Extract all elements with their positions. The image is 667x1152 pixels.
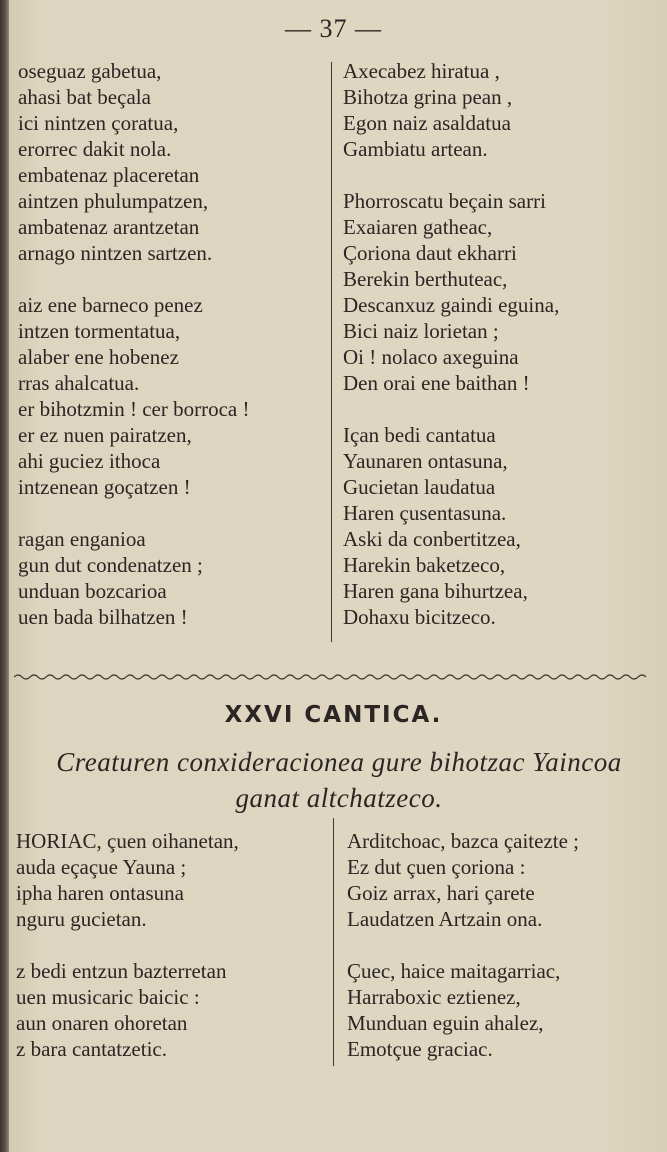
verse-line: ici nintzen çoratua, (18, 111, 179, 135)
verse-line: Çoriona daut ekharri (343, 241, 517, 265)
verse-line: Ez dut çuen çoriona : (347, 855, 526, 879)
verse-line: Aski da conbertitzea, (343, 527, 521, 551)
stanza (18, 292, 249, 500)
top-left-column (18, 58, 249, 630)
stanza (343, 188, 559, 396)
section-subtitle (14, 744, 664, 816)
stanza (18, 526, 249, 630)
verse-line: Çuec, haice maitagarriac, (347, 959, 561, 983)
verse-line: ahi guciez ithoca (18, 449, 161, 473)
verse-line: Bici naiz lorietan ; (343, 319, 499, 343)
verse-line: aiz ene barneco penez (18, 293, 203, 317)
verse-line: arnago nintzen sartzen. (18, 241, 213, 265)
verse-line: ahasi bat beçala (18, 85, 151, 109)
verse-line: Laudatzen Artzain ona. (347, 907, 543, 931)
column-divider (331, 62, 332, 642)
verse-line: HORIAC, çuen oihanetan, (16, 829, 239, 853)
verse-line: uen bada bilhatzen ! (18, 605, 188, 629)
stanza (18, 58, 249, 266)
verse-line: er bihotzmin ! cer borroca ! (18, 397, 250, 421)
verse-line: rras ahalcatua. (18, 371, 140, 395)
verse-line: Haren çusentasuna. (343, 501, 507, 525)
verse-line: uen musicaric baicic : (16, 985, 200, 1009)
stanza (16, 828, 239, 932)
verse-line: nguru gucietan. (16, 907, 147, 931)
verse-line: erorrec dakit nola. (18, 137, 172, 161)
verse-line: ambatenaz arantzetan (18, 215, 200, 239)
stanza (343, 422, 559, 630)
verse-line: Egon naiz asaldatua (343, 111, 511, 135)
verse-line: Goiz arrax, hari çarete (347, 881, 535, 905)
verse-line: Phorroscatu beçain sarri (343, 189, 546, 213)
binding-edge (0, 0, 9, 1152)
verse-line: Yaunaren ontasuna, (343, 449, 508, 473)
verse-line: Den orai ene baithan ! (343, 371, 530, 395)
verse-line: Bihotza grina pean , (343, 85, 513, 109)
verse-line: embatenaz placeretan (18, 163, 200, 187)
verse-line: intzen tormentatua, (18, 319, 181, 343)
verse-line: alaber ene hobenez (18, 345, 179, 369)
verse-line: Haren gana bihurtzea, (343, 579, 528, 603)
verse-line: Berekin berthuteac, (343, 267, 508, 291)
bottom-left-column (16, 828, 239, 1062)
verse-line: ipha haren ontasuna (16, 881, 184, 905)
verse-line: Oi ! nolaco axeguina (343, 345, 519, 369)
subtitle-line: ganat altchatzeco. (235, 783, 443, 813)
verse-line: er ez nuen pairatzen, (18, 423, 192, 447)
verse-line: Dohaxu bicitzeco. (343, 605, 496, 629)
verse-line: aintzen phulumpatzen, (18, 189, 209, 213)
verse-line: z bara cantatzetic. (16, 1037, 167, 1061)
top-right-column (343, 58, 559, 630)
verse-line: Içan bedi cantatua (343, 423, 496, 447)
verse-line: Emotçue graciac. (347, 1037, 493, 1061)
subtitle-line: Creaturen conxideracionea gure bihotzac Yaincoa (56, 747, 622, 777)
verse-line: Munduan eguin ahalez, (347, 1011, 544, 1035)
verse-line: ragan enganioa (18, 527, 146, 551)
bottom-right-column (347, 828, 579, 1062)
verse-line: aun onaren ohoretan (16, 1011, 188, 1035)
verse-line: Exaiaren gatheac, (343, 215, 493, 239)
verse-line: gun dut condenatzen ; (18, 553, 203, 577)
stanza (347, 828, 579, 932)
wavy-separator (14, 672, 650, 682)
verse-line: Harraboxic eztienez, (347, 985, 521, 1009)
verse-line: Axecabez hiratua , (343, 59, 500, 83)
stanza (16, 958, 239, 1062)
verse-line: oseguaz gabetua, (18, 59, 162, 83)
verse-line: Gambiatu artean. (343, 137, 488, 161)
column-divider (333, 818, 334, 1066)
verse-line: intzenean goçatzen ! (18, 475, 191, 499)
verse-line: Arditchoac, bazca çaitezte ; (347, 829, 580, 853)
page-number: — 37 — (285, 14, 382, 43)
verse-line: z bedi entzun bazterretan (16, 959, 227, 983)
section-title: XXVI CANTICA. (224, 702, 443, 728)
stanza (343, 58, 559, 162)
verse-line: unduan bozcarioa (18, 579, 167, 603)
stanza (347, 958, 579, 1062)
verse-line: Gucietan laudatua (343, 475, 496, 499)
verse-line: auda eçaçue Yauna ; (16, 855, 187, 879)
verse-line: Descanxuz gaindi eguina, (343, 293, 560, 317)
verse-line: Harekin baketzeco, (343, 553, 506, 577)
